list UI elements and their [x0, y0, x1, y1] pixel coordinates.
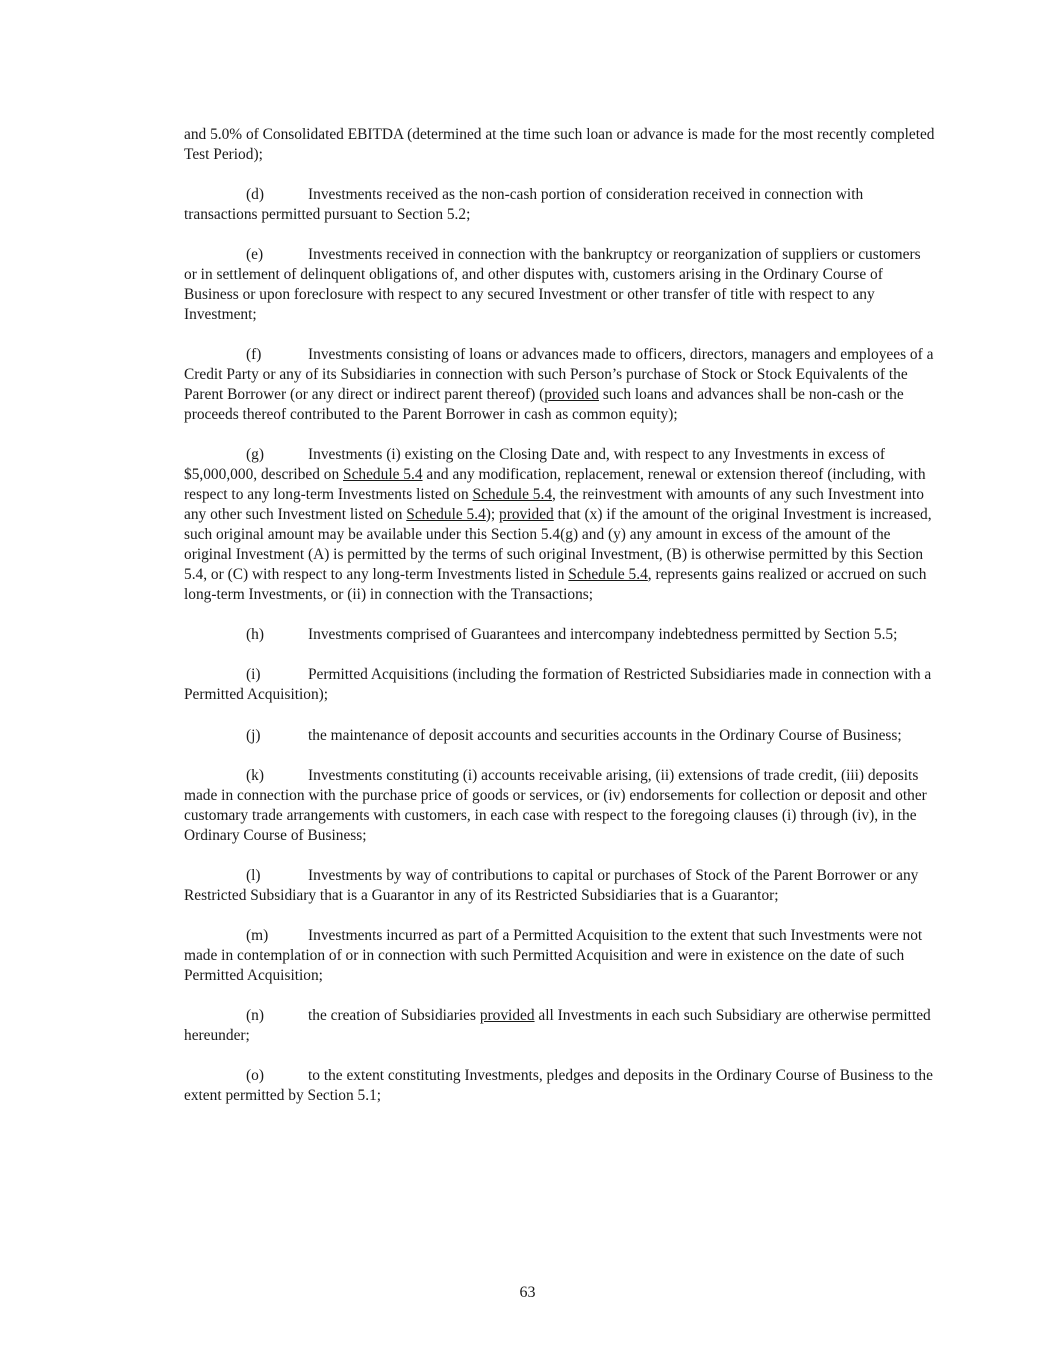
clause-text: , represents gains realized or accrued on such long-term Investments, or (ii) in connection with the Transactions; — [184, 565, 927, 603]
document-body — [184, 125, 936, 1127]
clause-paragraph — [184, 245, 936, 325]
clause-text: the creation of Subsidiaries — [308, 1007, 480, 1025]
clause-text: and any modification, replacement, renewal or extension thereof (including, with respect to any long-term Investments listed on — [184, 466, 926, 504]
underlined-term: Schedule 5.4 — [343, 466, 423, 484]
underlined-term: Schedule 5.4 — [406, 506, 486, 524]
clause-list — [184, 185, 936, 1106]
clause-paragraph — [184, 866, 936, 906]
clause-paragraph — [184, 1006, 936, 1046]
clause-text: to the extent constituting Investments, pledges and deposits in the Ordinary Course of Business to the extent permitted by Section 5.1; — [184, 1067, 933, 1105]
clause-text: Investments (i) existing on the Closing Date and, with respect to any Investments in excess of $5,000,000, described on — [184, 446, 886, 484]
clause-label: (e) — [246, 246, 264, 264]
underlined-term: Schedule 5.4 — [472, 486, 553, 504]
clause-paragraph — [184, 665, 936, 705]
clause-label: (o) — [246, 1067, 264, 1085]
underlined-term: provided — [499, 506, 554, 524]
underlined-term: provided — [544, 386, 599, 404]
clause-paragraph — [184, 625, 936, 645]
clause-paragraph — [184, 445, 936, 604]
clause-text: Investments constituting (i) accounts receivable arising, (ii) extensions of trade credit, (iii) deposits made in connection with the purchase price of goods or services, or (iv) endorsements for collection or deposit and other customary trade arrangements with customers, in each case with respect to the foregoing clauses (i) through (iv), in the Ordinary Course of Business; — [184, 766, 927, 844]
clause-text: such loans and advances shall be non-cash or the proceeds thereof contributed to the Parent Borrower in cash as common equity); — [184, 386, 904, 424]
clause-text: that (x) if the amount of the original Investment is increased, such original amount may be available under this Section 5.4(g) and (y) any amount in excess of the amount of the original Investment (A) is permitted by the terms of such original Investment, (B) is otherwise permitted by this Section 5.4, or (C) with respect to any long-term Investments listed in — [184, 506, 932, 583]
clause-label: (d) — [246, 186, 264, 204]
underlined-term: provided — [479, 1007, 535, 1025]
clause-label: (k) — [246, 766, 264, 784]
clause-paragraph — [184, 1066, 936, 1106]
clause-text: Permitted Acquisitions (including the formation of Restricted Subsidiaries made in connection with a Permitted Acquisition); — [184, 666, 932, 704]
clause-label: (m) — [246, 927, 269, 945]
clause-label: (j) — [246, 726, 261, 744]
clause-text: Investments incurred as part of a Permitted Acquisition to the extent that such Investments were not made in contemplation of or in connection with such Permitted Acquisition and were in existence on the date of such Permitted Acquisition; — [184, 927, 923, 984]
continuation-paragraph: and 5.0% of Consolidated EBITDA (determined at the time such loan or advance is made for the most recently completed Test Period); — [184, 126, 935, 163]
clause-text: , the reinvestment with amounts of any such Investment into any other such Investment listed on — [184, 486, 924, 524]
clause-text: ); — [485, 506, 500, 524]
clause-paragraph — [184, 926, 936, 986]
clause-text: Investments comprised of Guarantees and intercompany indebtedness permitted by Section 5.5; — [308, 626, 898, 644]
clause-label: (n) — [246, 1007, 264, 1025]
clause-text: Investments by way of contributions to capital or purchases of Stock of the Parent Borrower or any Restricted Subsidiary that is a Guarantor in any of its Restricted Subsidiaries that is a Guarantor; — [184, 866, 919, 904]
clause-text: all Investments in each such Subsidiary are otherwise permitted hereunder; — [184, 1007, 931, 1045]
clause-label: (g) — [246, 446, 264, 464]
clause-label: (l) — [246, 866, 261, 884]
clause-text: Investments received as the non-cash portion of consideration received in connection with transactions permitted pursuant to Section 5.2; — [184, 186, 864, 224]
clause-text: the maintenance of deposit accounts and securities accounts in the Ordinary Course of Business; — [308, 726, 902, 744]
clause-paragraph — [184, 345, 936, 425]
page-number: 63 — [519, 1284, 536, 1301]
clause-paragraph — [184, 726, 936, 746]
underlined-term: Schedule 5.4 — [568, 565, 648, 583]
clause-paragraph — [184, 185, 936, 225]
clause-label: (i) — [246, 666, 261, 684]
clause-text: Investments received in connection with the bankruptcy or reorganization of suppliers or customers or in settlement of delinquent obligations of, and other disputes with, customers arising in the Ordinary Course of Business or upon foreclosure with respect to any secured Investment or other transfer of title with respect to any Investment; — [184, 246, 921, 324]
clause-label: (f) — [246, 346, 262, 364]
clause-label: (h) — [246, 626, 264, 644]
clause-paragraph — [184, 766, 936, 846]
clause-text: Investments consisting of loans or advances made to officers, directors, managers and employees of a Credit Party or any of its Subsidiaries in connection with such Person’s purchase of Stock or Stock Equivalents of the Parent Borrower (or any direct or indirect parent thereof) ( — [184, 346, 934, 404]
